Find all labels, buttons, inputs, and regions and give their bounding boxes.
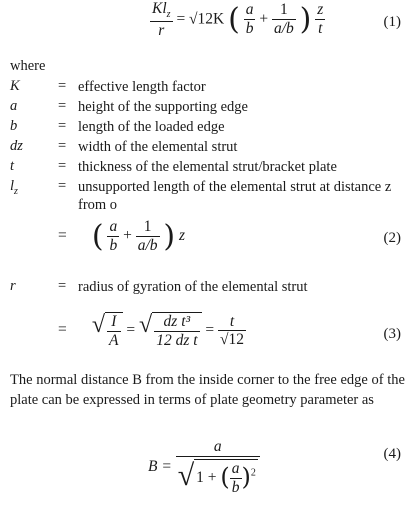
equation-1: $\frac{Kl_z}{r}$ = √12K ( $\frac{a}{b}$ + $\frac{1}{a/b}$ ) $\frac{z}{t}$ — [152, 0, 324, 39]
body-paragraph: The normal distance B from the inside corner to the free edge of the plate can be expressed in terms of plate geometry parameter as — [10, 372, 405, 408]
definition-row: a = height of the supporting edge — [10, 98, 248, 115]
equation-4: B = a √ 1 + ( $\frac{a}{b}$ )$^2$ — [148, 438, 260, 496]
definition-row: t = thickness of the elemental strut/bracket plate — [10, 158, 337, 175]
equation-2: = ( $\frac{a}{b}$ + $\frac{1}{a/b}$ ) z — [58, 218, 186, 254]
definition-row: $l_z$ = unsupported length of the elemental strut at distance z from o — [10, 178, 392, 213]
definition-row: K = effective length factor — [10, 78, 206, 95]
equation-1-number: (1) — [383, 14, 401, 30]
eq1-lhs-fraction: $\frac{Kl_z}{r}$ — [152, 0, 171, 39]
eq1-one-over-ab: $\frac{1}{a/b}$ — [273, 1, 294, 38]
equation-4-number: (4) — [383, 446, 401, 462]
definition-row: dz = width of the elemental strut — [10, 138, 238, 155]
eq1-a-over-b: $\frac{a}{b}$ — [245, 1, 254, 38]
eq1-z-over-t: $\frac{z}{t}$ — [317, 1, 324, 38]
definition-row-r: r = radius of gyration of the elemental strut — [10, 278, 308, 295]
equation-3: = √ $\frac{I}{A}$ = √ $\frac{\text{dz t³}}{\text{12 dz t}}$ = $\frac{t}{√12}$ — [58, 312, 245, 349]
equation-3-number: (3) — [383, 326, 401, 342]
where-label: where — [10, 58, 46, 74]
definition-row: b = length of the loaded edge — [10, 118, 225, 135]
eq1-rhs-prefix: = √12K — [176, 10, 225, 28]
equation-2-number: (2) — [383, 230, 401, 246]
